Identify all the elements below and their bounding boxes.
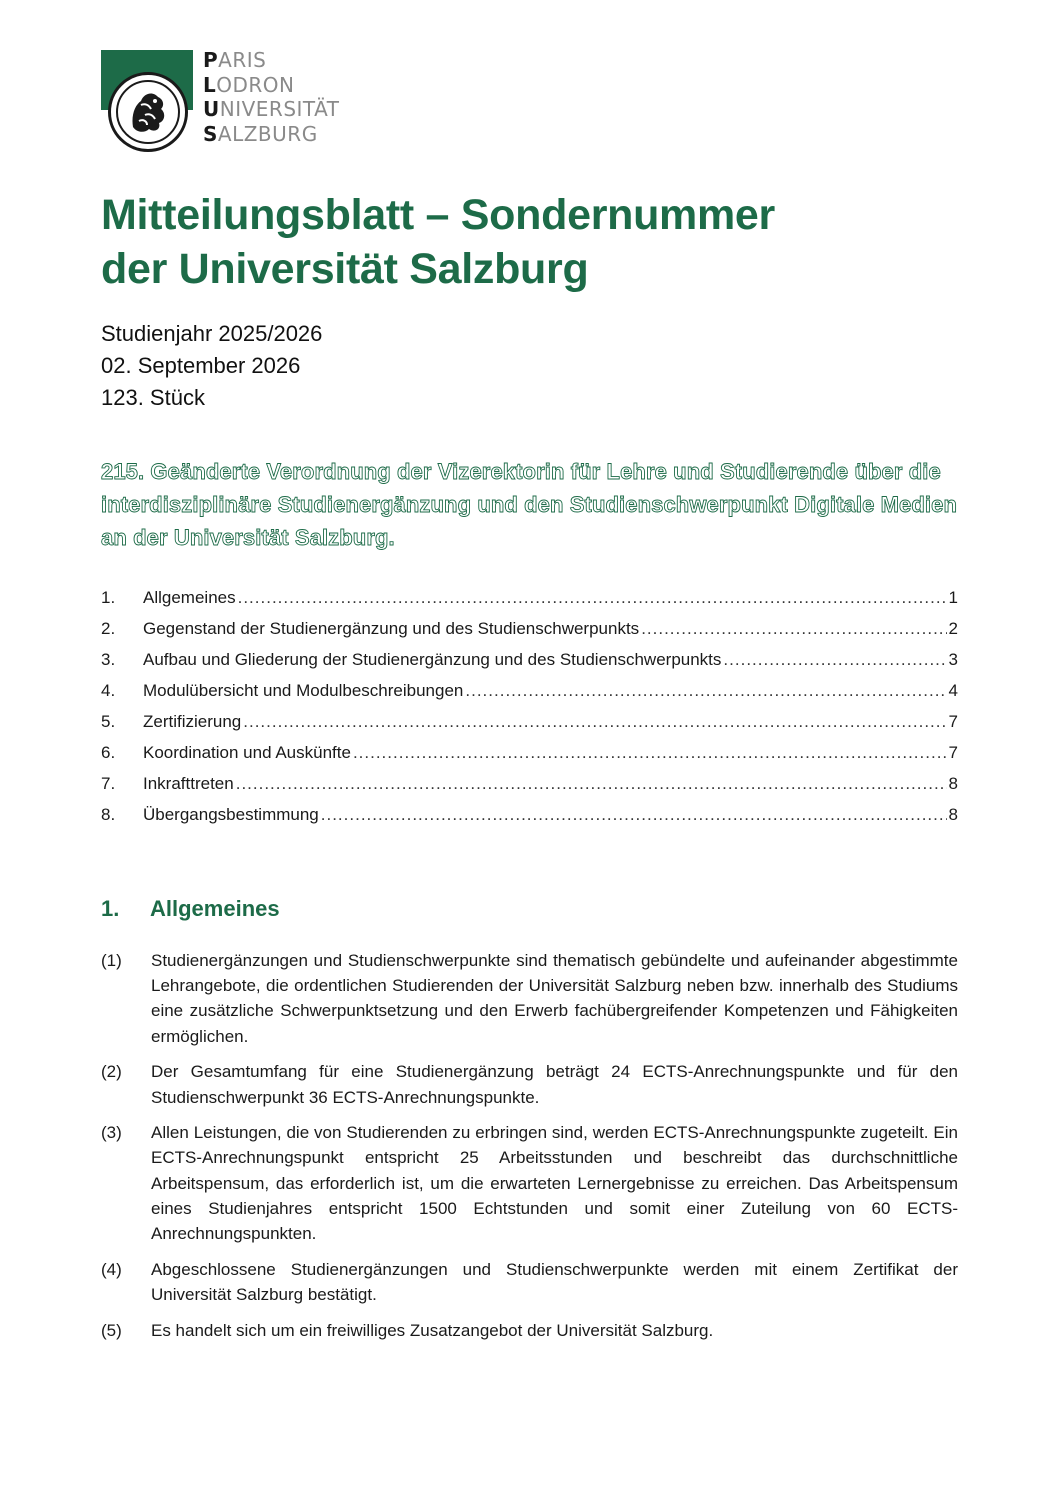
toc-page: 7: [948, 712, 958, 731]
toc-entry[interactable]: [101, 586, 958, 617]
toc-number: 4.: [101, 681, 116, 700]
page-title: [101, 188, 961, 296]
paragraph-number: (2): [101, 1062, 122, 1082]
paragraph-text: Abgeschlossene Studienergänzungen und Studienschwerpunkte werden mit einem Zertifikat der Universität Salzburg bestätigt.: [151, 1259, 958, 1304]
university-logo: [101, 50, 361, 150]
toc-number: 6.: [101, 743, 116, 762]
toc-entry[interactable]: [101, 741, 958, 772]
toc-number: 2.: [101, 619, 116, 638]
toc-page: 2: [948, 619, 958, 638]
toc-entry[interactable]: [101, 772, 958, 803]
page-title-line2: der Universität Salzburg: [101, 245, 589, 293]
logo-rest: ARIS: [218, 48, 267, 72]
logo-initial: L: [203, 72, 217, 97]
paragraph-text: Allen Leistungen, die von Studierenden zu erbringen sind, werden ECTS-Anrechnungspunkte zugeteilt. Ein ECTS-Anrechnungspunkt entspricht 25 Arbeitsstunden und beschreibt das durchschnittliche Arbeitspensum, das erforderlich ist, um die erwarteten Lernergebnisse zu erreichen. Das Arbeitspensum eines Studienjahres entspricht 1500 Echtstunden und somit einer Zuteilung von 60 ECTS-Anrechnungspunkten.: [151, 1123, 958, 1244]
table-of-contents: [101, 586, 958, 834]
toc-label: Modulübersicht und Modulbeschreibungen: [143, 681, 464, 700]
paragraph: [101, 1059, 958, 1109]
toc-leader-dots: [641, 617, 946, 641]
issue-date: 02. September 2026: [101, 353, 301, 378]
logo-rest: NIVERSITÄT: [219, 97, 340, 121]
toc-entry[interactable]: [101, 648, 958, 679]
paragraph: [101, 1318, 958, 1343]
issue-meta: [101, 318, 322, 414]
toc-label: Koordination und Auskünfte: [143, 743, 351, 762]
logo-initial: U: [203, 97, 220, 121]
toc-label: Zertifizierung: [143, 712, 242, 731]
toc-entry[interactable]: [101, 679, 958, 710]
section-title: Allgemeines: [150, 896, 280, 921]
paragraph-number: (3): [101, 1123, 122, 1143]
toc-page: 4: [948, 681, 958, 700]
toc-page: 7: [948, 743, 958, 762]
logo-initial: P: [203, 48, 219, 72]
logo-line: [203, 97, 339, 122]
toc-label: Übergangsbestimmung: [143, 805, 319, 824]
paragraph-number: (1): [101, 951, 122, 970]
paragraph: [101, 1120, 958, 1246]
toc-page: 8: [948, 774, 958, 793]
toc-number: 1.: [101, 588, 116, 607]
logo-rest: ALZBURG: [217, 121, 318, 146]
logo-line: [203, 73, 339, 98]
logo-initial: S: [203, 121, 218, 146]
toc-label: Gegenstand der Studienergänzung und des Studienschwerpunkts: [143, 619, 640, 638]
paragraph: [101, 1257, 958, 1307]
toc-number: 8.: [101, 805, 116, 824]
toc-leader-dots: [353, 741, 947, 765]
toc-number: 5.: [101, 712, 116, 731]
decree-title: 215. Geänderte Verordnung der Vizerektorin für Lehre und Studierende über die interdisziplinäre Studienergänzung und den Studienschwerpunkt Digitale Medien an der Universität Salzburg.: [101, 459, 957, 550]
page-title-line1: Mitteilungsblatt – Sondernummer: [101, 191, 775, 239]
toc-page: 8: [948, 805, 958, 824]
toc-leader-dots: [723, 648, 946, 672]
toc-page: 3: [948, 650, 958, 669]
paragraph-text: Studienergänzungen und Studienschwerpunkte sind thematisch gebündelte und aufeinander abgestimmte Lehrangebote, die ordentlichen Studierenden der Universität Salzburg neben bzw. innerhalb des Studiums eine zusätzliche Schwerpunktsetzung und den Erwerb fachübergreifender Kompetenzen und Fähigkeiten ermöglichen.: [151, 951, 958, 1046]
toc-entry[interactable]: [101, 617, 958, 648]
academic-year: Studienjahr 2025/2026: [101, 321, 323, 346]
toc-number: 3.: [101, 650, 116, 669]
paragraph-text: Der Gesamtumfang für eine Studienergänzung beträgt 24 ECTS-Anrechnungspunkte und für den Studienschwerpunkt 36 ECTS-Anrechnungspunkte.: [151, 1062, 958, 1107]
paragraph-number: (5): [101, 1320, 122, 1340]
lion-seal-icon: [108, 72, 188, 152]
toc-label: Allgemeines: [143, 588, 236, 607]
logo-wordmark: [203, 48, 339, 146]
logo-line: [203, 48, 339, 73]
toc-page: 1: [948, 588, 958, 607]
logo-rest: ODRON: [216, 72, 295, 97]
toc-leader-dots: [238, 586, 947, 610]
section-paragraphs: [101, 948, 958, 1353]
toc-leader-dots: [321, 803, 947, 827]
section-heading: [101, 896, 280, 922]
paragraph-number: (4): [101, 1259, 122, 1279]
toc-entry[interactable]: [101, 803, 958, 834]
logo-line: [203, 122, 339, 147]
toc-label: Inkrafttreten: [143, 774, 234, 793]
toc-entry[interactable]: [101, 710, 958, 741]
toc-leader-dots: [465, 679, 946, 703]
paragraph-text: Es handelt sich um ein freiwilliges Zusatzangebot der Universität Salzburg.: [151, 1320, 714, 1340]
issue-number: 123. Stück: [101, 385, 205, 410]
toc-leader-dots: [236, 772, 947, 796]
section-number: 1.: [101, 896, 120, 921]
paragraph: [101, 948, 958, 1049]
toc-number: 7.: [101, 774, 116, 793]
toc-leader-dots: [243, 710, 946, 734]
toc-label: Aufbau und Gliederung der Studienergänzung und des Studienschwerpunkts: [143, 650, 722, 669]
